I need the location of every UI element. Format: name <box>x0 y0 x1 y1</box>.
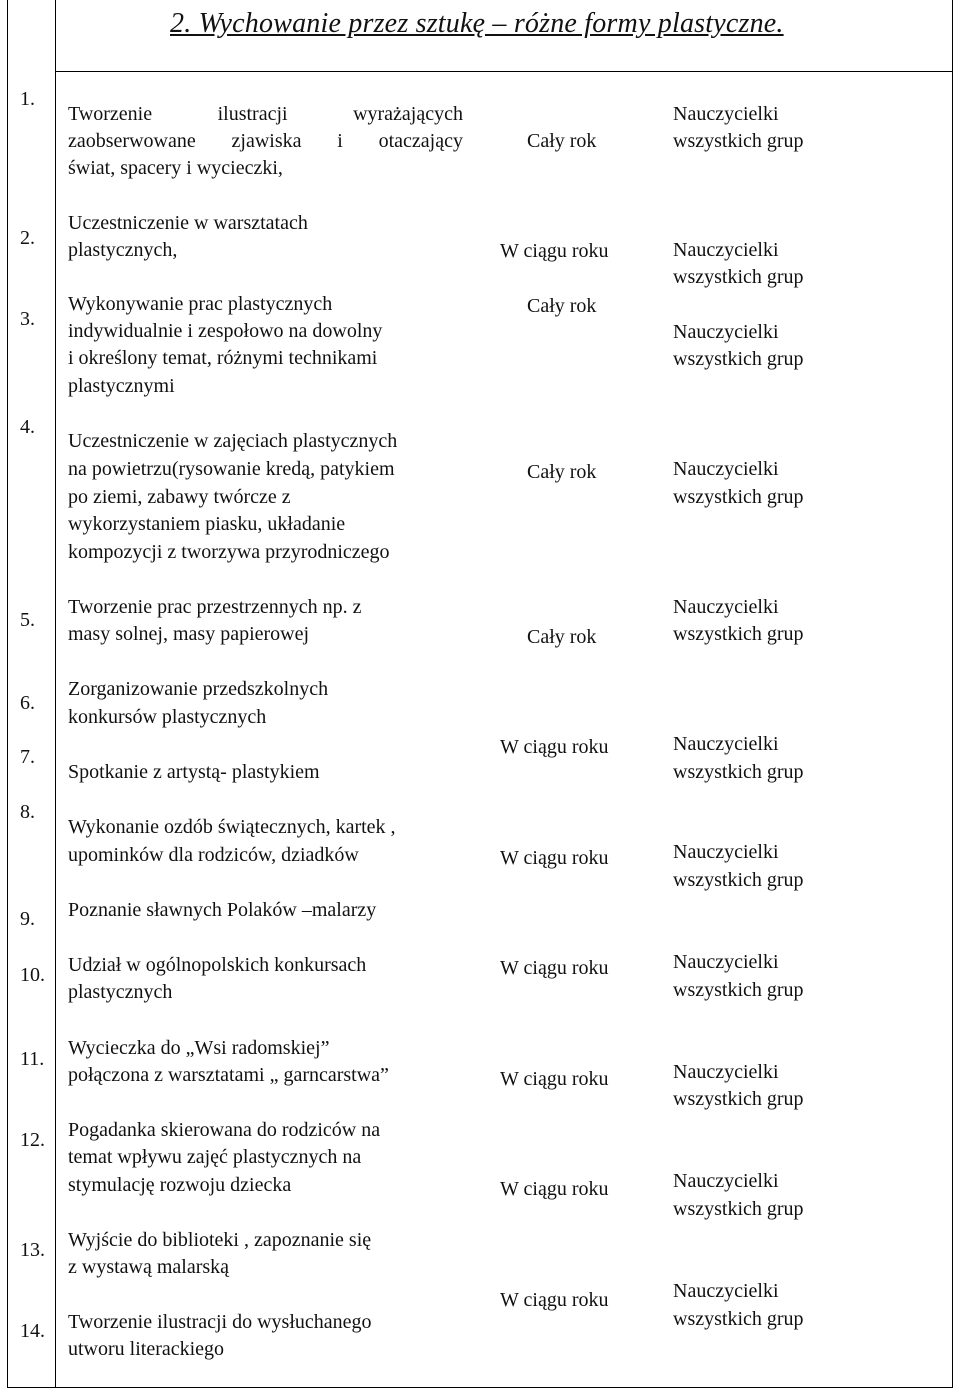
activity-description: po ziemi, zabawy twórcze z <box>68 486 291 508</box>
row-number: 5. <box>20 609 35 631</box>
activity-description: Tworzenie ilustracji do wysłuchanego <box>68 1311 372 1333</box>
activity-term: W ciągu roku <box>500 847 609 869</box>
activity-term: W ciągu roku <box>500 736 609 758</box>
activity-responsible: Nauczycielki <box>673 1280 779 1302</box>
row-number: 3. <box>20 308 35 330</box>
activity-responsible: wszystkich grup <box>673 869 804 891</box>
activity-description: Tworzenie prac przestrzennych np. z <box>68 596 362 618</box>
activity-description: masy solnej, masy papierowej <box>68 623 310 645</box>
activity-description: Wykonanie ozdób świątecznych, kartek , <box>68 816 396 838</box>
activity-responsible: wszystkich grup <box>673 1308 804 1330</box>
activity-term: Cały rok <box>527 295 597 317</box>
row-number: 13. <box>20 1239 45 1261</box>
row-number: 6. <box>20 692 35 714</box>
activity-description: plastycznymi <box>68 375 175 397</box>
activity-responsible: Nauczycielki <box>673 321 779 343</box>
activity-responsible: Nauczycielki <box>673 733 779 755</box>
activity-description: Zorganizowanie przedszkolnych <box>68 678 329 700</box>
activity-description: plastycznych, <box>68 239 178 261</box>
activity-term: W ciągu roku <box>500 957 609 979</box>
activity-responsible: Nauczycielki <box>673 841 779 863</box>
activity-description: Wykonywanie prac plastycznych <box>68 293 333 315</box>
activity-description: kompozycji z tworzywa przyrodniczego <box>68 541 390 563</box>
activity-responsible: Nauczycielki <box>673 951 779 973</box>
activity-description: Tworzenie ilustracji wyrażających <box>68 103 463 125</box>
activity-description: Spotkanie z artystą- plastykiem <box>68 761 320 783</box>
activity-description: Udział w ogólnopolskich konkursach <box>68 954 367 976</box>
activity-term: W ciągu roku <box>500 1068 609 1090</box>
section-title: 2. Wychowanie przez sztukę – różne formy plastyczne. <box>170 8 784 39</box>
activity-description: Uczestniczenie w zajęciach plastycznych <box>68 430 398 452</box>
row-number: 12. <box>20 1129 45 1151</box>
column-divider <box>55 0 56 1388</box>
activity-responsible: Nauczycielki <box>673 1170 779 1192</box>
activity-responsible: Nauczycielki <box>673 239 779 261</box>
activity-description: utworu literackiego <box>68 1338 225 1360</box>
activity-responsible: Nauczycielki <box>673 1061 779 1083</box>
activity-term: Cały rok <box>527 626 597 648</box>
activity-description: Wyjście do biblioteki , zapoznanie się <box>68 1229 372 1251</box>
activity-description: połączona z warsztatami „ garncarstwa” <box>68 1064 389 1086</box>
activity-term: W ciągu roku <box>500 1178 609 1200</box>
row-number: 8. <box>20 801 35 823</box>
activity-responsible: wszystkich grup <box>673 761 804 783</box>
row-number: 2. <box>20 227 35 249</box>
activity-description: Pogadanka skierowana do rodziców na <box>68 1119 381 1141</box>
activity-responsible: wszystkich grup <box>673 348 804 370</box>
activity-description: indywidualnie i zespołowo na dowolny <box>68 320 383 342</box>
row-number: 1. <box>20 88 35 110</box>
activity-term: Cały rok <box>527 461 597 483</box>
activity-description: Poznanie sławnych Polaków –malarzy <box>68 899 377 921</box>
activity-responsible: wszystkich grup <box>673 486 804 508</box>
activity-description: świat, spacery i wycieczki, <box>68 157 283 179</box>
activity-term: W ciągu roku <box>500 1289 609 1311</box>
header-divider <box>55 71 953 72</box>
activity-responsible: wszystkich grup <box>673 130 804 152</box>
activity-responsible: wszystkich grup <box>673 1198 804 1220</box>
activity-term: Cały rok <box>527 130 597 152</box>
activity-description: Wycieczka do „Wsi radomskiej” <box>68 1037 330 1059</box>
activity-responsible: wszystkich grup <box>673 979 804 1001</box>
row-number: 14. <box>20 1320 45 1342</box>
activity-description: Uczestniczenie w warsztatach <box>68 212 308 234</box>
activity-term: W ciągu roku <box>500 240 609 262</box>
activity-description: na powietrzu(rysowanie kredą, patykiem <box>68 458 395 480</box>
activity-responsible: Nauczycielki <box>673 458 779 480</box>
activity-description: zaobserwowane zjawiska i otaczający <box>68 130 463 152</box>
activity-description: temat wpływu zajęć plastycznych na <box>68 1146 362 1168</box>
activity-responsible: Nauczycielki <box>673 103 779 125</box>
row-number: 4. <box>20 416 35 438</box>
row-number: 11. <box>20 1048 45 1070</box>
activity-description: upominków dla rodziców, dziadków <box>68 844 359 866</box>
activity-responsible: wszystkich grup <box>673 266 804 288</box>
activity-responsible: wszystkich grup <box>673 1088 804 1110</box>
row-number: 7. <box>20 746 35 768</box>
activity-description: z wystawą malarską <box>68 1256 230 1278</box>
activity-description: wykorzystaniem piasku, układanie <box>68 513 346 535</box>
activity-description: stymulację rozwoju dziecka <box>68 1174 292 1196</box>
activity-responsible: wszystkich grup <box>673 623 804 645</box>
activity-description: plastycznych <box>68 981 173 1003</box>
activity-responsible: Nauczycielki <box>673 596 779 618</box>
row-number: 10. <box>20 964 45 986</box>
row-number: 9. <box>20 908 35 930</box>
activity-description: konkursów plastycznych <box>68 706 267 728</box>
activity-description: i określony temat, różnymi technikami <box>68 347 378 369</box>
